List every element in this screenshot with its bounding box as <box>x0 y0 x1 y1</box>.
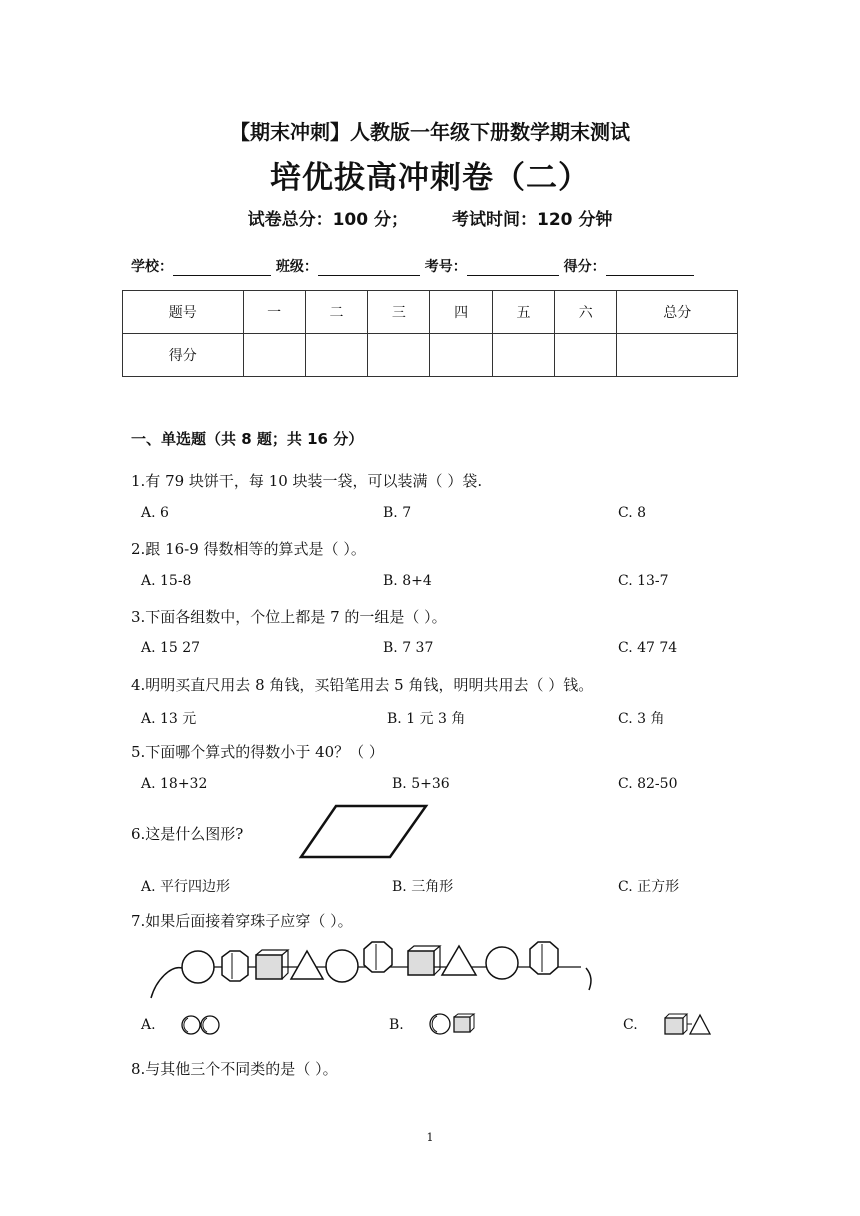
q7-option-c[interactable]: C. <box>623 1017 638 1033</box>
q2-option-c[interactable]: C. 13-7 <box>618 573 669 589</box>
q5-option-a[interactable]: A. 18+32 <box>141 776 208 792</box>
q3-option-c[interactable]: C. 47 74 <box>618 640 678 656</box>
q1-option-c[interactable]: C. 8 <box>618 505 647 521</box>
q4-option-a[interactable]: A. 13 元 <box>141 711 197 727</box>
q7-option-b[interactable]: B. <box>389 1017 404 1033</box>
score-table-header-cell: 六 <box>555 291 617 334</box>
question-7: 7.如果后面接着穿珠子应穿（ ）。 <box>131 912 353 930</box>
parallelogram-figure <box>298 804 430 860</box>
class-blank[interactable] <box>318 259 420 276</box>
score-table-header-cell: 总分 <box>617 291 738 334</box>
score-table <box>122 290 738 377</box>
score-table-header-row <box>123 291 738 334</box>
score-cell[interactable] <box>243 334 305 377</box>
q3-option-a[interactable]: A. 15 27 <box>141 640 201 656</box>
q5-option-c[interactable]: C. 82-50 <box>618 776 678 792</box>
question-5: 5.下面哪个算式的得数小于 40？（ ） <box>131 743 384 761</box>
exam-no-label: 考号： <box>424 259 467 275</box>
score-table-header-cell: 三 <box>368 291 430 334</box>
section-heading: 一、单选题（共 8 题；共 16 分） <box>131 430 364 448</box>
score-cell[interactable] <box>430 334 492 377</box>
q7-option-a-beads <box>180 1013 224 1037</box>
question-2: 2.跟 16-9 得数相等的算式是（ ）。 <box>131 540 366 558</box>
bead-string-figure <box>146 935 592 1003</box>
score-table-score-row <box>123 334 738 377</box>
score-table-header-cell: 题号 <box>123 291 244 334</box>
q1-option-b[interactable]: B. 7 <box>383 505 412 521</box>
score-row-label: 得分 <box>123 334 244 377</box>
score-table-header-cell: 一 <box>243 291 305 334</box>
q4-option-c[interactable]: C. 3 角 <box>618 711 665 727</box>
score-table-header-cell: 四 <box>430 291 492 334</box>
total-score: 试卷总分：100 分； <box>247 210 408 230</box>
score-cell[interactable] <box>368 334 430 377</box>
question-4: 4.明明买直尺用去 8 角钱，买铅笔用去 5 角钱，明明共用去（ ）钱。 <box>131 676 594 694</box>
exam-time: 考试时间：120 分钟 <box>452 210 613 230</box>
exam-meta <box>0 205 860 230</box>
question-6: 6.这是什么图形? <box>131 825 244 843</box>
exam-supertitle: 【期末冲刺】人教版一年级下册数学期末测试 <box>230 120 630 144</box>
question-3: 3.下面各组数中，个位上都是 7 的一组是（ ）。 <box>131 608 447 626</box>
student-info-line <box>131 256 694 276</box>
question-1: 1.有 79 块饼干，每 10 块装一袋，可以装满（ ）袋. <box>131 472 483 490</box>
q2-option-a[interactable]: A. 15-8 <box>141 573 192 589</box>
class-label: 班级： <box>275 259 318 275</box>
exam-no-blank[interactable] <box>467 259 559 276</box>
q3-option-b[interactable]: B. 7 37 <box>383 640 434 656</box>
score-cell[interactable] <box>617 334 738 377</box>
score-cell[interactable] <box>305 334 367 377</box>
q6-option-a[interactable]: A. 平行四边形 <box>141 879 231 895</box>
score-cell[interactable] <box>555 334 617 377</box>
exam-title: 培优拔高冲刺卷（二） <box>270 160 590 196</box>
score-cell[interactable] <box>492 334 554 377</box>
q6-option-c[interactable]: C. 正方形 <box>618 879 680 895</box>
page-number: 1 <box>426 1131 434 1144</box>
q7-option-c-beads <box>662 1011 714 1037</box>
score-table-header-cell: 二 <box>305 291 367 334</box>
score-label: 得分： <box>563 259 606 275</box>
school-label: 学校： <box>131 259 173 275</box>
score-table-header-cell: 五 <box>492 291 554 334</box>
q2-option-b[interactable]: B. 8+4 <box>383 573 432 589</box>
q1-option-a[interactable]: A. 6 <box>141 505 169 521</box>
question-8: 8.与其他三个不同类的是（ ）。 <box>131 1060 338 1078</box>
q4-option-b[interactable]: B. 1 元 3 角 <box>387 711 466 727</box>
q7-option-a[interactable]: A. <box>141 1017 156 1033</box>
q5-option-b[interactable]: B. 5+36 <box>392 776 450 792</box>
q7-option-b-beads <box>428 1011 476 1037</box>
score-blank[interactable] <box>606 259 694 276</box>
q6-option-b[interactable]: B. 三角形 <box>392 879 454 895</box>
school-blank[interactable] <box>173 259 271 276</box>
